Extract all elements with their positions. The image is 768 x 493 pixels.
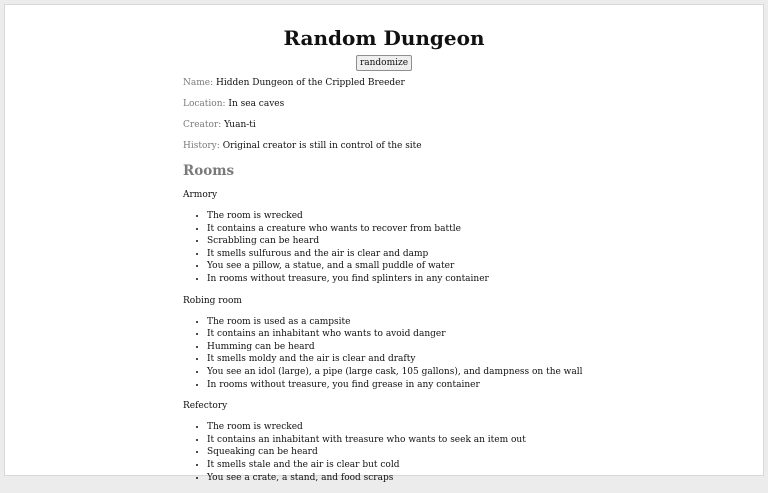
list-item: • The room is wrecked: [207, 421, 743, 434]
rooms-heading: Rooms: [183, 163, 235, 179]
history-value: Original creator is still in control of the site: [222, 141, 422, 151]
list-item: • Scrabbling can be heard: [207, 235, 743, 248]
list-item: • It contains an inhabitant who wants to avoid danger: [207, 328, 743, 341]
list-item: • In rooms without treasure, you find splinters in any container: [207, 273, 743, 286]
list-item: • It smells sulfurous and the air is clear and damp: [207, 248, 743, 261]
room-name-armory: Armory: [183, 190, 218, 200]
dungeon-content: [183, 79, 743, 493]
location-row: [183, 100, 743, 109]
creator-label: Creator:: [183, 120, 222, 130]
history-row: [183, 142, 743, 151]
list-item: • It contains a creature who wants to recover from battle: [207, 223, 743, 236]
creator-row: [183, 121, 743, 130]
list-item: • It contains an inhabitant with treasure who wants to seek an item out: [207, 434, 743, 447]
page-title: Random Dungeon: [283, 26, 485, 50]
list-item: • You see an idol (large), a pipe (large cask, 105 gallons), and dampness on the wall: [207, 366, 743, 379]
name-value: Hidden Dungeon of the Crippled Breeder: [216, 78, 405, 88]
room-name-robing-room: Robing room: [183, 295, 242, 306]
randomize-button[interactable]: randomize: [356, 55, 412, 71]
room-details-armory: [183, 210, 743, 286]
list-item: • You see a crate, a stand, and food scraps: [207, 472, 743, 485]
browser-viewport: [4, 4, 764, 483]
name-row: [183, 79, 743, 88]
location-value: In sea caves: [228, 99, 285, 109]
creator-value: Yuan-ti: [224, 120, 256, 130]
location-label: Location:: [183, 99, 226, 109]
list-item: • Humming can be heard: [207, 341, 743, 354]
room-details-refectory: [183, 421, 743, 484]
list-item: • The room is used as a campsite: [207, 316, 743, 329]
list-item: • You see a pillow, a statue, and a small puddle of water: [207, 260, 743, 273]
room-details-robing-room: [183, 316, 743, 392]
list-item: • Squeaking can be heard: [207, 446, 743, 459]
list-item: • The room is wrecked: [207, 210, 743, 223]
name-label: Name:: [183, 78, 214, 88]
list-item: • It smells moldy and the air is clear and drafty: [207, 353, 743, 366]
room-name-refectory: Refectory: [183, 401, 228, 412]
list-item: • It smells stale and the air is clear but cold: [207, 459, 743, 472]
history-label: History:: [183, 141, 220, 151]
list-item: • In rooms without treasure, you find grease in any container: [207, 379, 743, 392]
